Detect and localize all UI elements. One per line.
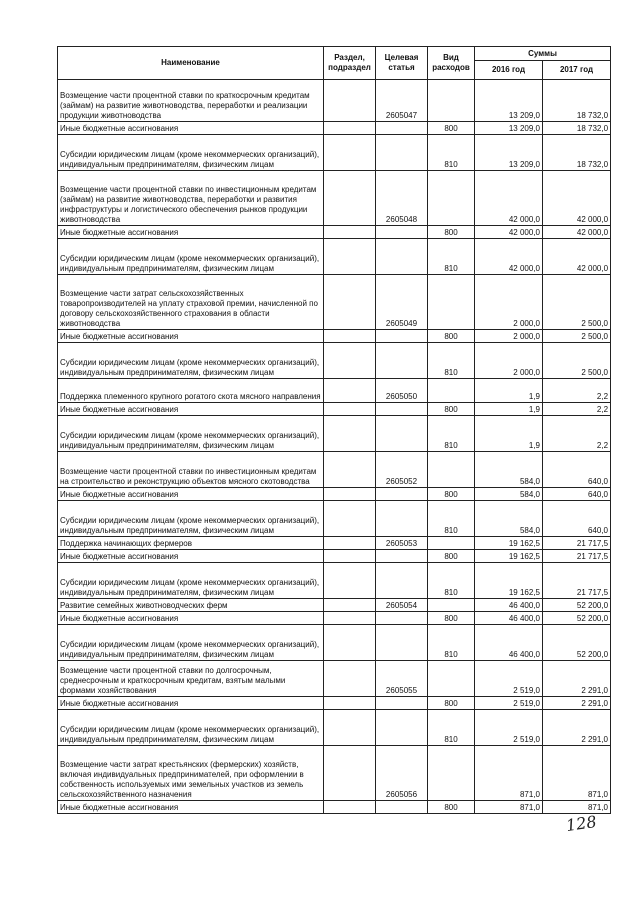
cell-section	[324, 661, 376, 697]
cell-type	[428, 80, 475, 122]
cell-y2017: 18 732,0	[543, 122, 611, 135]
cell-section	[324, 403, 376, 416]
cell-y2017: 640,0	[543, 452, 611, 488]
cell-name: Возмещение части процентной ставки по краткосрочным кредитам (займам) на развитие животноводства, переработки и реализации продукции животноводства	[58, 80, 324, 122]
cell-type	[428, 379, 475, 403]
cell-y2017: 871,0	[543, 746, 611, 801]
cell-name: Развитие семейных животноводческих ферм	[58, 599, 324, 612]
cell-y2016: 584,0	[475, 488, 543, 501]
cell-y2017: 2 500,0	[543, 330, 611, 343]
cell-name: Иные бюджетные ассигнования	[58, 801, 324, 814]
cell-y2017: 42 000,0	[543, 239, 611, 275]
cell-y2016: 871,0	[475, 746, 543, 801]
cell-section	[324, 488, 376, 501]
cell-section	[324, 625, 376, 661]
cell-y2017: 18 732,0	[543, 80, 611, 122]
table-row	[58, 330, 611, 343]
table-row	[58, 537, 611, 550]
cell-type	[428, 537, 475, 550]
cell-type: 800	[428, 550, 475, 563]
cell-section	[324, 563, 376, 599]
cell-target	[376, 403, 428, 416]
cell-section	[324, 379, 376, 403]
cell-y2017: 2,2	[543, 403, 611, 416]
cell-y2017: 42 000,0	[543, 171, 611, 226]
cell-target	[376, 488, 428, 501]
cell-type: 810	[428, 239, 475, 275]
cell-section	[324, 612, 376, 625]
cell-y2016: 2 519,0	[475, 697, 543, 710]
cell-y2016: 13 209,0	[475, 122, 543, 135]
cell-name: Субсидии юридическим лицам (кроме некоммерческих организаций), индивидуальным предпринимателям, физическим лицам	[58, 625, 324, 661]
cell-section	[324, 171, 376, 226]
page-number: 128	[564, 811, 598, 836]
cell-y2017: 640,0	[543, 501, 611, 537]
cell-y2016: 42 000,0	[475, 171, 543, 226]
cell-section	[324, 697, 376, 710]
cell-section	[324, 710, 376, 746]
cell-section	[324, 330, 376, 343]
cell-target: 2605048	[376, 171, 428, 226]
cell-name: Возмещение части процентной ставки по инвестиционным кредитам на строительство и реконструкцию объектов мясного скотоводства	[58, 452, 324, 488]
cell-y2016: 19 162,5	[475, 550, 543, 563]
cell-target: 2605052	[376, 452, 428, 488]
cell-type: 810	[428, 343, 475, 379]
cell-target	[376, 135, 428, 171]
table-row	[58, 275, 611, 330]
table-row	[58, 452, 611, 488]
cell-name: Субсидии юридическим лицам (кроме некоммерческих организаций), индивидуальным предпринимателям, физическим лицам	[58, 710, 324, 746]
cell-type: 800	[428, 612, 475, 625]
table-row	[58, 171, 611, 226]
cell-y2016: 2 519,0	[475, 661, 543, 697]
cell-type: 810	[428, 501, 475, 537]
cell-target: 2605054	[376, 599, 428, 612]
table-row	[58, 661, 611, 697]
cell-y2017: 871,0	[543, 801, 611, 814]
cell-type: 800	[428, 122, 475, 135]
cell-type	[428, 275, 475, 330]
cell-name: Субсидии юридическим лицам (кроме некоммерческих организаций), индивидуальным предпринимателям, физическим лицам	[58, 343, 324, 379]
cell-y2016: 2 000,0	[475, 275, 543, 330]
cell-y2017: 2,2	[543, 379, 611, 403]
cell-target	[376, 239, 428, 275]
table-row	[58, 746, 611, 801]
cell-y2017: 21 717,5	[543, 550, 611, 563]
header-target: Целевая статья	[376, 47, 428, 80]
cell-y2016: 46 400,0	[475, 599, 543, 612]
cell-section	[324, 122, 376, 135]
cell-type: 810	[428, 563, 475, 599]
table-row	[58, 122, 611, 135]
cell-target	[376, 343, 428, 379]
cell-name: Субсидии юридическим лицам (кроме некоммерческих организаций), индивидуальным предпринимателям, физическим лицам	[58, 416, 324, 452]
cell-y2017: 52 200,0	[543, 612, 611, 625]
cell-target: 2605053	[376, 537, 428, 550]
table-row	[58, 501, 611, 537]
cell-section	[324, 501, 376, 537]
cell-y2016: 46 400,0	[475, 612, 543, 625]
cell-type	[428, 661, 475, 697]
table-row	[58, 488, 611, 501]
table-row	[58, 599, 611, 612]
table-row	[58, 343, 611, 379]
cell-y2016: 13 209,0	[475, 80, 543, 122]
table-row	[58, 697, 611, 710]
cell-y2016: 871,0	[475, 801, 543, 814]
cell-y2016: 42 000,0	[475, 239, 543, 275]
cell-y2017: 21 717,5	[543, 563, 611, 599]
table-row	[58, 239, 611, 275]
cell-name: Субсидии юридическим лицам (кроме некоммерческих организаций), индивидуальным предпринимателям, физическим лицам	[58, 501, 324, 537]
cell-type: 810	[428, 135, 475, 171]
cell-y2017: 2 291,0	[543, 697, 611, 710]
cell-target	[376, 550, 428, 563]
cell-target: 2605047	[376, 80, 428, 122]
cell-type: 810	[428, 625, 475, 661]
cell-name: Иные бюджетные ассигнования	[58, 697, 324, 710]
cell-section	[324, 275, 376, 330]
cell-section	[324, 80, 376, 122]
cell-y2017: 52 200,0	[543, 599, 611, 612]
cell-type: 800	[428, 403, 475, 416]
cell-y2016: 46 400,0	[475, 625, 543, 661]
cell-name: Субсидии юридическим лицам (кроме некоммерческих организаций), индивидуальным предпринимателям, физическим лицам	[58, 239, 324, 275]
table-row	[58, 612, 611, 625]
cell-section	[324, 416, 376, 452]
table-row	[58, 625, 611, 661]
cell-name: Субсидии юридическим лицам (кроме некоммерческих организаций), индивидуальным предпринимателям, физическим лицам	[58, 563, 324, 599]
cell-name: Возмещение части затрат сельскохозяйственных товаропроизводителей на уплату страховой премии, начисленной по договору сельскохозяйственного страхования в области животноводства	[58, 275, 324, 330]
cell-target	[376, 330, 428, 343]
table-row	[58, 550, 611, 563]
cell-y2017: 640,0	[543, 488, 611, 501]
table-row	[58, 416, 611, 452]
cell-y2016: 584,0	[475, 501, 543, 537]
cell-section	[324, 537, 376, 550]
cell-y2016: 19 162,5	[475, 563, 543, 599]
header-2016: 2016 год	[475, 61, 543, 80]
cell-y2017: 2 291,0	[543, 661, 611, 697]
cell-y2017: 21 717,5	[543, 537, 611, 550]
cell-name: Поддержка начинающих фермеров	[58, 537, 324, 550]
cell-target	[376, 122, 428, 135]
cell-section	[324, 550, 376, 563]
cell-name: Иные бюджетные ассигнования	[58, 226, 324, 239]
cell-target	[376, 710, 428, 746]
cell-y2016: 42 000,0	[475, 226, 543, 239]
cell-y2016: 1,9	[475, 416, 543, 452]
cell-name: Иные бюджетные ассигнования	[58, 612, 324, 625]
cell-target: 2605055	[376, 661, 428, 697]
header-2017: 2017 год	[543, 61, 611, 80]
cell-type	[428, 599, 475, 612]
cell-type: 800	[428, 226, 475, 239]
cell-name: Возмещение части процентной ставки по долгосрочным, среднесрочным и краткосрочным кредитам, взятым малыми формами хозяйствования	[58, 661, 324, 697]
cell-y2017: 2 500,0	[543, 343, 611, 379]
cell-name: Поддержка племенного крупного рогатого скота мясного направления	[58, 379, 324, 403]
cell-y2017: 2 500,0	[543, 275, 611, 330]
cell-section	[324, 239, 376, 275]
cell-type: 810	[428, 416, 475, 452]
header-sums: Суммы	[475, 47, 611, 61]
cell-y2016: 2 000,0	[475, 343, 543, 379]
cell-type	[428, 746, 475, 801]
cell-name: Возмещение части процентной ставки по инвестиционным кредитам (займам) на развитие животноводства, переработки и развития инфраструктуры и логистического обеспечения рынков продукции животноводства	[58, 171, 324, 226]
table-body	[58, 80, 611, 814]
cell-target	[376, 226, 428, 239]
cell-name: Субсидии юридическим лицам (кроме некоммерческих организаций), индивидуальным предпринимателям, физическим лицам	[58, 135, 324, 171]
cell-type	[428, 452, 475, 488]
cell-section	[324, 746, 376, 801]
table-row	[58, 801, 611, 814]
header-section: Раздел, подраздел	[324, 47, 376, 80]
cell-target	[376, 612, 428, 625]
cell-y2016: 1,9	[475, 403, 543, 416]
cell-type: 800	[428, 801, 475, 814]
cell-name: Иные бюджетные ассигнования	[58, 330, 324, 343]
cell-type: 800	[428, 330, 475, 343]
cell-target	[376, 501, 428, 537]
header-name: Наименование	[58, 47, 324, 80]
cell-section	[324, 226, 376, 239]
cell-target: 2605056	[376, 746, 428, 801]
cell-name: Возмещение части затрат крестьянских (фермерских) хозяйств, включая индивидуальных предпринимателей, при оформлении в собственность используемых ими земельных участков из земель сельскохозяйственного назначения	[58, 746, 324, 801]
cell-y2016: 1,9	[475, 379, 543, 403]
cell-name: Иные бюджетные ассигнования	[58, 488, 324, 501]
cell-y2016: 2 000,0	[475, 330, 543, 343]
table-row	[58, 80, 611, 122]
cell-type: 810	[428, 710, 475, 746]
table-row	[58, 403, 611, 416]
cell-target	[376, 563, 428, 599]
cell-target: 2605049	[376, 275, 428, 330]
cell-type	[428, 171, 475, 226]
cell-name: Иные бюджетные ассигнования	[58, 403, 324, 416]
table-row	[58, 379, 611, 403]
cell-name: Иные бюджетные ассигнования	[58, 550, 324, 563]
cell-name: Иные бюджетные ассигнования	[58, 122, 324, 135]
cell-type: 800	[428, 488, 475, 501]
table-row	[58, 563, 611, 599]
table-row	[58, 226, 611, 239]
cell-section	[324, 343, 376, 379]
cell-section	[324, 452, 376, 488]
cell-y2017: 18 732,0	[543, 135, 611, 171]
cell-section	[324, 599, 376, 612]
header-type: Вид расходов	[428, 47, 475, 80]
cell-y2017: 42 000,0	[543, 226, 611, 239]
cell-y2017: 52 200,0	[543, 625, 611, 661]
table-row	[58, 710, 611, 746]
cell-y2016: 19 162,5	[475, 537, 543, 550]
cell-target	[376, 625, 428, 661]
cell-y2016: 584,0	[475, 452, 543, 488]
cell-target	[376, 697, 428, 710]
budget-table	[57, 46, 611, 814]
cell-y2017: 2 291,0	[543, 710, 611, 746]
cell-target	[376, 416, 428, 452]
cell-y2016: 2 519,0	[475, 710, 543, 746]
cell-section	[324, 135, 376, 171]
cell-target: 2605050	[376, 379, 428, 403]
cell-target	[376, 801, 428, 814]
table-row	[58, 135, 611, 171]
cell-section	[324, 801, 376, 814]
cell-y2016: 13 209,0	[475, 135, 543, 171]
cell-y2017: 2,2	[543, 416, 611, 452]
cell-type: 800	[428, 697, 475, 710]
